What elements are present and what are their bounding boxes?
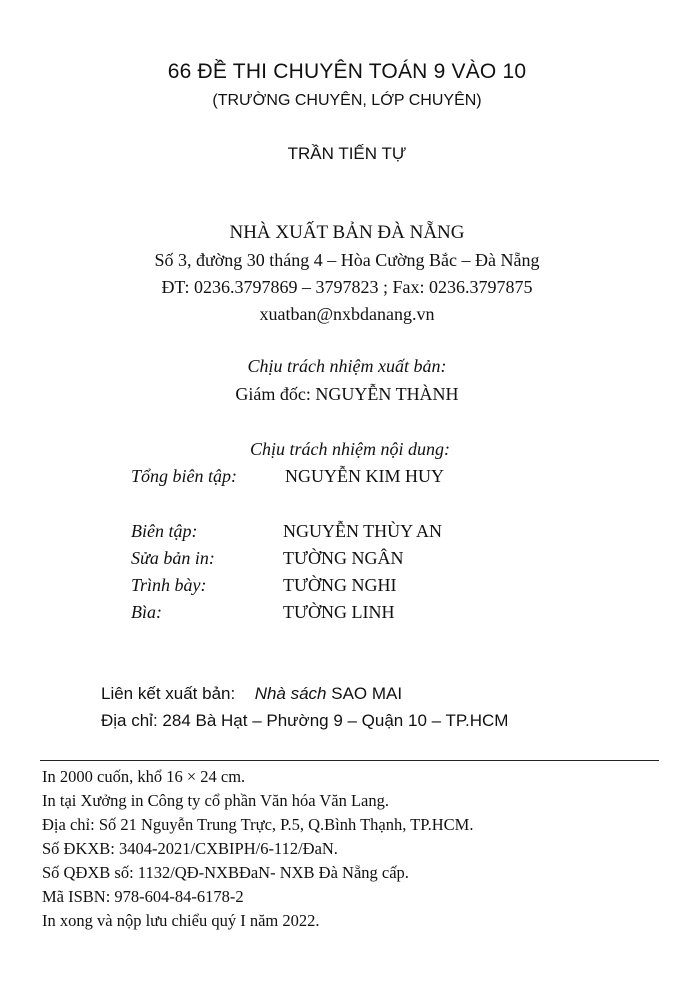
imprint-line: In xong và nộp lưu chiểu quý I năm 2022. xyxy=(42,911,320,930)
publisher-email: xuatban@nxbdanang.vn xyxy=(259,304,435,324)
imprint-line: In tại Xưởng in Công ty cổ phần Văn hóa Văn Lang. xyxy=(42,791,389,810)
book-title: 66 ĐỀ THI CHUYÊN TOÁN 9 VÀO 10 xyxy=(167,60,527,83)
partner-line xyxy=(101,684,402,704)
publishing-director: Giám đốc: NGUYỄN THÀNH xyxy=(235,384,459,404)
partner-address: Địa chỉ: 284 Bà Hạt – Phường 9 – Quận 10 – TP.HCM xyxy=(101,711,509,730)
credit-name: TƯỜNG LINH xyxy=(283,602,395,622)
imprint-line: Số QĐXB số: 1132/QĐ-NXBĐaN- NXB Đà Nẵng cấp. xyxy=(42,863,409,882)
partner-name-italic: Nhà sách xyxy=(254,684,327,703)
publisher-name: NHÀ XUẤT BẢN ĐÀ NẴNG xyxy=(229,222,465,243)
content-responsibility-heading: Chịu trách nhiệm nội dung: xyxy=(250,439,450,459)
credit-label: Bìa: xyxy=(131,602,162,622)
imprint-line: In 2000 cuốn, khổ 16 × 24 cm. xyxy=(42,767,246,786)
partner-name-rest: SAO MAI xyxy=(326,684,403,703)
editor-in-chief-label: Tổng biên tập: xyxy=(131,466,237,486)
imprint-line: Mã ISBN: 978-604-84-6178-2 xyxy=(42,887,244,906)
book-author: TRẦN TIẾN TỰ xyxy=(287,144,407,163)
credit-label: Trình bày: xyxy=(131,575,207,595)
credit-label: Sửa bản in: xyxy=(131,548,215,568)
publishing-responsibility-heading: Chịu trách nhiệm xuất bản: xyxy=(247,356,447,376)
credit-name: TƯỜNG NGÂN xyxy=(283,548,404,568)
credit-name: TƯỜNG NGHI xyxy=(283,575,397,595)
partner-label: Liên kết xuất bản: xyxy=(101,684,236,703)
divider xyxy=(40,760,659,761)
editor-in-chief-name: NGUYỄN KIM HUY xyxy=(285,466,444,486)
book-subtitle: (TRƯỜNG CHUYÊN, LỚP CHUYÊN) xyxy=(212,92,482,109)
credit-name: NGUYỄN THÙY AN xyxy=(283,521,442,541)
publisher-address: Số 3, đường 30 tháng 4 – Hòa Cường Bắc – Đà Nẵng xyxy=(154,250,540,270)
credit-label: Biên tập: xyxy=(131,521,198,541)
publisher-phone: ĐT: 0236.3797869 – 3797823 ; Fax: 0236.3797875 xyxy=(161,277,533,297)
imprint-line: Địa chỉ: Số 21 Nguyễn Trung Trực, P.5, Q.Bình Thạnh, TP.HCM. xyxy=(42,815,474,834)
imprint-line: Số ĐKXB: 3404-2021/CXBIPH/6-112/ĐaN. xyxy=(42,839,338,858)
